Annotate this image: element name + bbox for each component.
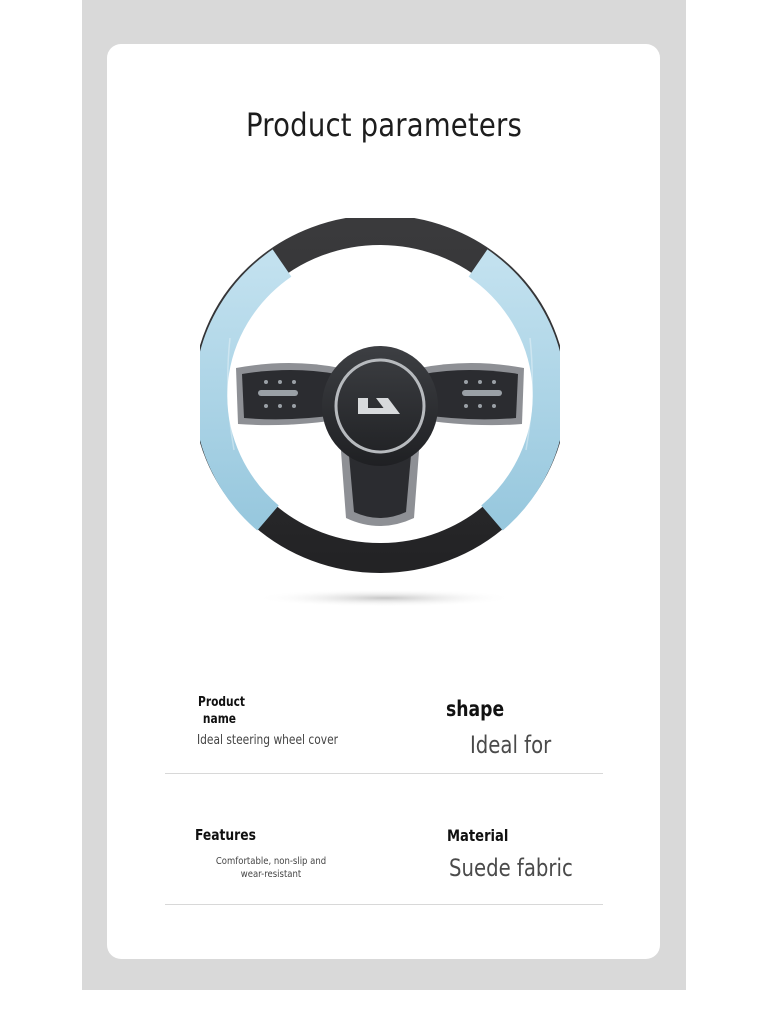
features-value	[207, 855, 335, 881]
features-value-line1: Comfortable, non-slip and	[215, 856, 327, 867]
material-label: Material	[447, 826, 509, 845]
features-value-line2: wear-resistant	[240, 869, 302, 880]
shape-label: shape	[446, 697, 505, 721]
features-label: Features	[195, 826, 256, 844]
material-value: Suede fabric	[449, 854, 573, 882]
product-name-label-line1: Product	[198, 695, 246, 710]
shape-value: Ideal for	[470, 731, 552, 759]
page-title: Product parameters	[246, 106, 522, 144]
product-name-value: Ideal steering wheel cover	[197, 733, 339, 748]
divider-1	[165, 773, 603, 774]
product-name-label-line2: name	[202, 712, 237, 727]
divider-2	[165, 904, 603, 905]
product-name-label	[198, 694, 245, 728]
steering-wheel-image	[200, 218, 560, 618]
